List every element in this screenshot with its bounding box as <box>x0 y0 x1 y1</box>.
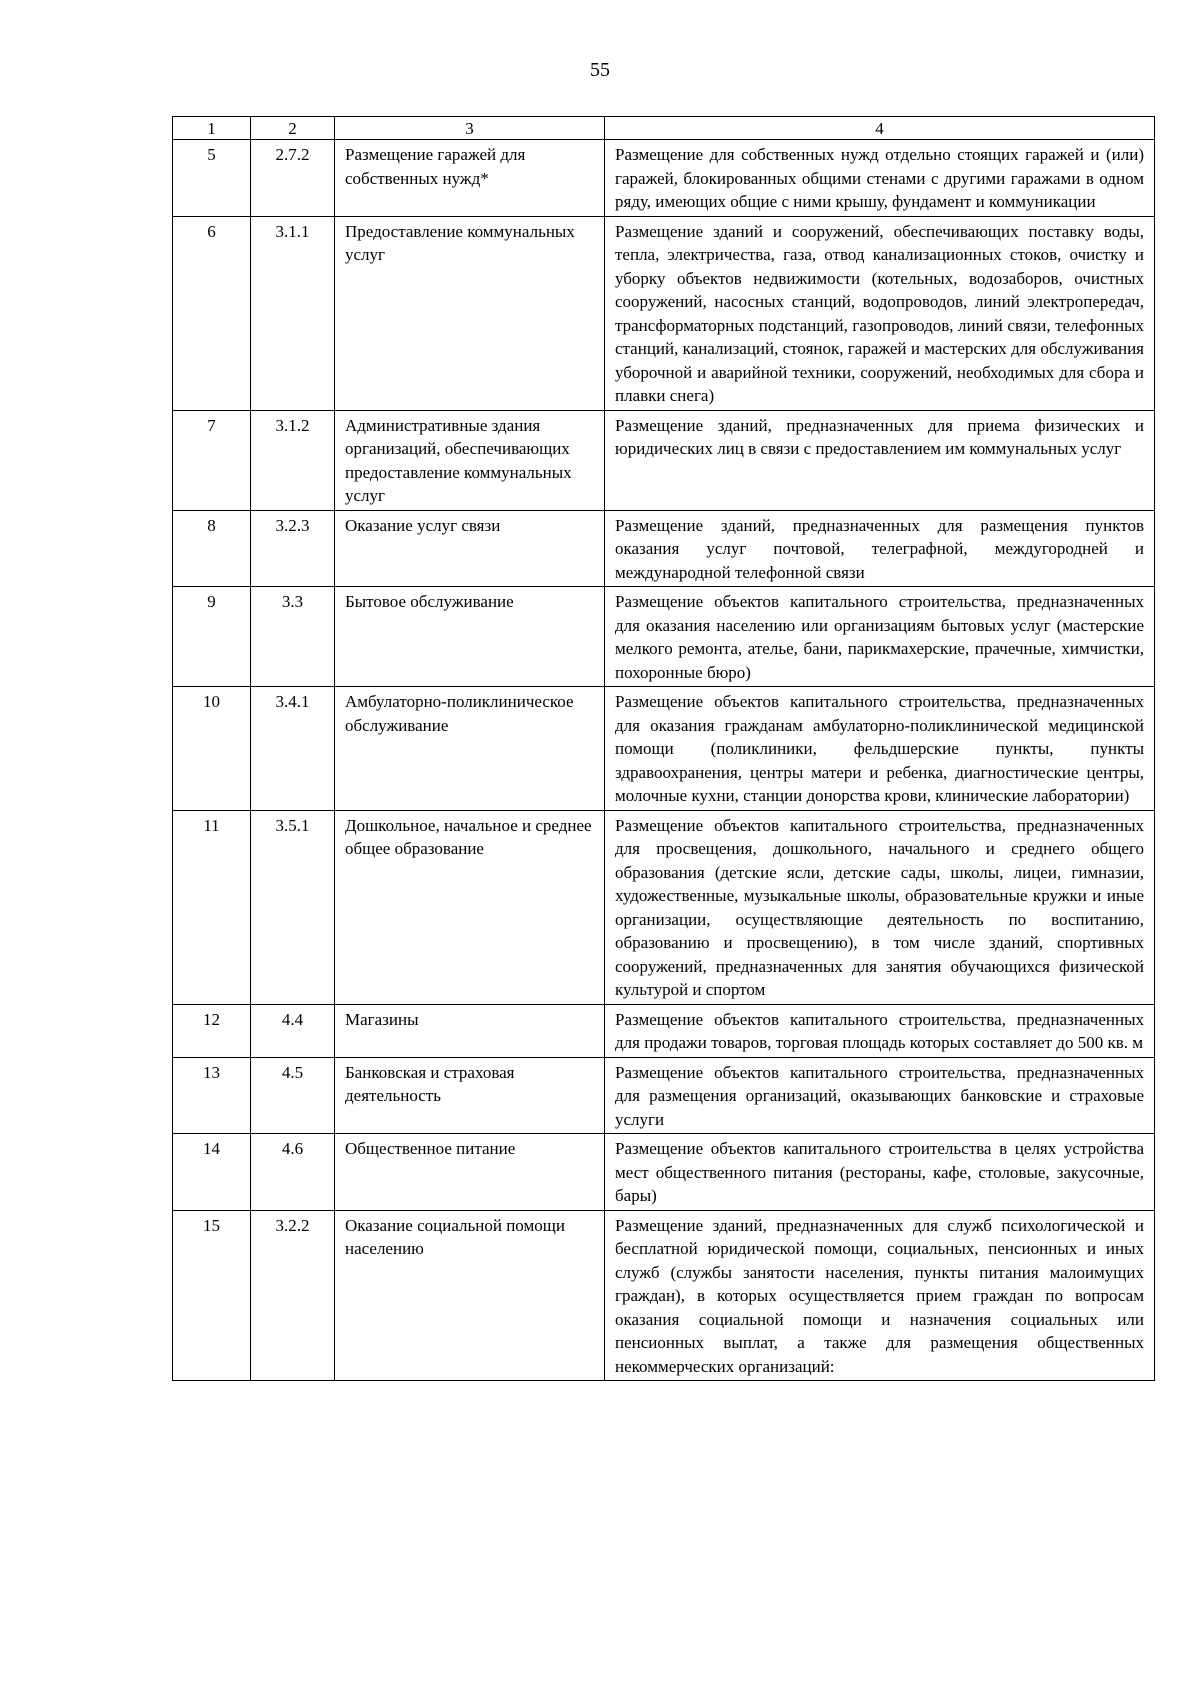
use-code: 3.4.1 <box>251 687 335 811</box>
use-name: Административные здания организаций, обеспечивающих предоставление коммунальных услуг <box>335 410 605 510</box>
row-number: 13 <box>173 1057 251 1134</box>
table-row <box>173 1057 1155 1134</box>
use-name: Бытовое обслуживание <box>335 587 605 687</box>
row-number: 15 <box>173 1210 251 1381</box>
row-number: 5 <box>173 140 251 217</box>
page-number: 55 <box>590 59 610 81</box>
use-description: Размещение объектов капитального строительства, предназначенных для оказания гражданам амбулаторно-поликлинической медицинской помощи (поликлиники, фельдшерские пункты, пункты здравоохранения, центры матери и ребенка, диагностические центры, молочные кухни, станции донорства крови, клинические лаборатории) <box>605 687 1155 811</box>
row-number: 6 <box>173 216 251 410</box>
use-name: Общественное питание <box>335 1134 605 1211</box>
use-description: Размещение для собственных нужд отдельно стоящих гаражей и (или) гаражей, блокированных общими стенами с другими гаражами в одном ряду, имеющих общие с ними крышу, фундамент и коммуникации <box>605 140 1155 217</box>
column-header-name: 3 <box>335 117 605 140</box>
use-description: Размещение зданий, предназначенных для приема физических и юридических лиц в связи с предоставлением им коммунальных услуг <box>605 410 1155 510</box>
row-number: 7 <box>173 410 251 510</box>
column-header-code: 2 <box>251 117 335 140</box>
use-name: Оказание социальной помощи населению <box>335 1210 605 1381</box>
column-header-number: 1 <box>173 117 251 140</box>
use-name: Дошкольное, начальное и среднее общее образование <box>335 810 605 1004</box>
table-row <box>173 216 1155 410</box>
use-name: Банковская и страховая деятельность <box>335 1057 605 1134</box>
table-row <box>173 1004 1155 1057</box>
use-code: 4.5 <box>251 1057 335 1134</box>
use-name: Предоставление коммунальных услуг <box>335 216 605 410</box>
use-description: Размещение объектов капитального строительства, предназначенных для оказания населению или организациям бытовых услуг (мастерские мелкого ремонта, ателье, бани, парикмахерские, прачечные, химчистки, похоронные бюро) <box>605 587 1155 687</box>
table-row <box>173 1210 1155 1381</box>
use-code: 3.1.2 <box>251 410 335 510</box>
use-name: Оказание услуг связи <box>335 510 605 587</box>
use-name: Амбулаторно-поликлиническое обслуживание <box>335 687 605 811</box>
table-row <box>173 1134 1155 1211</box>
row-number: 12 <box>173 1004 251 1057</box>
use-description: Размещение зданий и сооружений, обеспечивающих поставку воды, тепла, электричества, газа, отвод канализационных стоков, очистку и уборку объектов недвижимости (котельных, водозаборов, очистных сооружений, насосных станций, водопроводов, линий электропередач, трансформаторных подстанций, газопроводов, линий связи, телефонных станций, канализаций, стоянок, гаражей и мастерских для обслуживания уборочной и аварийной техники, сооружений, необходимых для сбора и плавки снега) <box>605 216 1155 410</box>
land-use-table <box>172 116 1155 1381</box>
column-header-description: 4 <box>605 117 1155 140</box>
row-number: 14 <box>173 1134 251 1211</box>
table-row <box>173 410 1155 510</box>
use-description: Размещение объектов капитального строительства, предназначенных для просвещения, дошкольного, начального и среднего общего образования (детские ясли, детские сады, школы, лицеи, гимназии, художественные, музыкальные школы, образовательные кружки и иные организации, осуществляющие деятельность по воспитанию, образованию и просвещению), в том числе зданий, спортивных сооружений, предназначенных для занятия обучающихся физической культурой и спортом <box>605 810 1155 1004</box>
use-name: Магазины <box>335 1004 605 1057</box>
use-code: 2.7.2 <box>251 140 335 217</box>
use-description: Размещение объектов капитального строительства в целях устройства мест общественного питания (рестораны, кафе, столовые, закусочные, бары) <box>605 1134 1155 1211</box>
use-code: 3.2.3 <box>251 510 335 587</box>
table-row <box>173 510 1155 587</box>
row-number: 10 <box>173 687 251 811</box>
use-code: 3.5.1 <box>251 810 335 1004</box>
table-row <box>173 587 1155 687</box>
use-name: Размещение гаражей для собственных нужд* <box>335 140 605 217</box>
row-number: 11 <box>173 810 251 1004</box>
use-code: 4.4 <box>251 1004 335 1057</box>
use-description: Размещение зданий, предназначенных для размещения пунктов оказания услуг почтовой, телеграфной, междугородней и международной телефонной связи <box>605 510 1155 587</box>
row-number: 8 <box>173 510 251 587</box>
use-code: 3.2.2 <box>251 1210 335 1381</box>
use-code: 3.3 <box>251 587 335 687</box>
use-code: 4.6 <box>251 1134 335 1211</box>
table-row <box>173 810 1155 1004</box>
table-row <box>173 140 1155 217</box>
table-header-row <box>173 117 1155 140</box>
row-number: 9 <box>173 587 251 687</box>
use-description: Размещение объектов капитального строительства, предназначенных для размещения организаций, оказывающих банковские и страховые услуги <box>605 1057 1155 1134</box>
table-row <box>173 687 1155 811</box>
use-code: 3.1.1 <box>251 216 335 410</box>
use-description: Размещение объектов капитального строительства, предназначенных для продажи товаров, торговая площадь которых составляет до 500 кв. м <box>605 1004 1155 1057</box>
use-description: Размещение зданий, предназначенных для служб психологической и бесплатной юридической помощи, социальных, пенсионных и иных служб (службы занятости населения, пункты питания малоимущих граждан), в которых осуществляется прием граждан по вопросам оказания социальной помощи и назначения социальных или пенсионных выплат, а также для размещения общественных некоммерческих организаций: <box>605 1210 1155 1381</box>
